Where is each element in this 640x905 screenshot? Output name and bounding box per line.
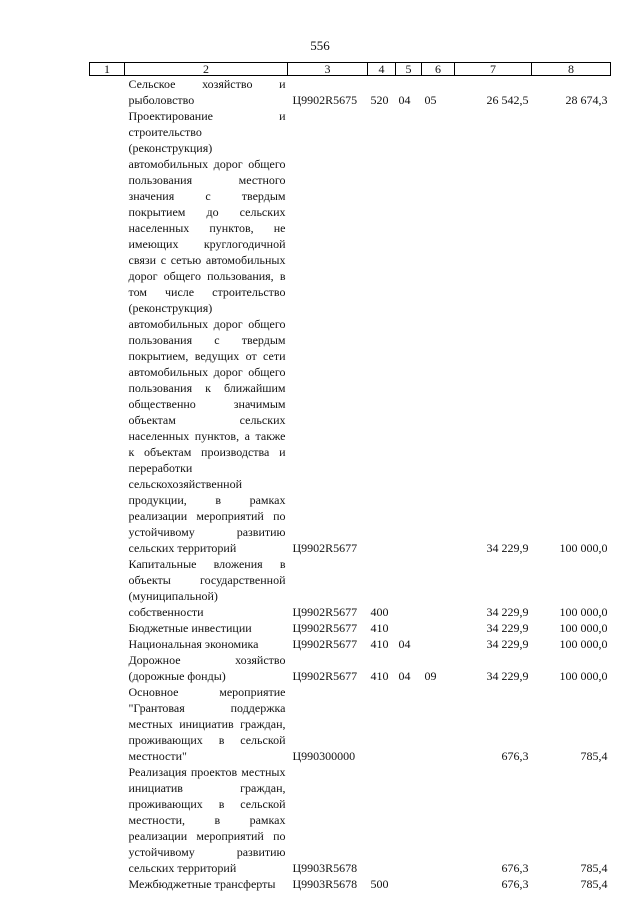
- row-value-7: 34 229,9: [486, 669, 529, 683]
- table-row: [90, 876, 611, 892]
- row-col6: 05: [424, 93, 437, 107]
- row-col4: 410: [370, 637, 389, 651]
- row-col4: 410: [370, 621, 389, 635]
- row-code: Ц9902R5675: [292, 93, 358, 107]
- row-value-8: 28 674,3: [565, 93, 608, 107]
- table-row: [90, 108, 611, 556]
- row-value-8: 785,4: [580, 861, 608, 875]
- row-value-7: 34 229,9: [486, 541, 529, 555]
- row-col5: [396, 876, 422, 892]
- table-body: [90, 76, 611, 893]
- row-name: Сельское хозяйство и рыболовство: [128, 77, 286, 107]
- table-row: [90, 76, 611, 109]
- row-col4: 410: [370, 669, 389, 683]
- row-code: Ц9903R5678: [292, 877, 358, 891]
- row-name: Основное мероприятие "Грантовая поддержка местных инициатив граждан, проживающих в сельской местности": [128, 685, 286, 763]
- row-value-7: 676,3: [501, 749, 529, 763]
- row-col6: [422, 876, 455, 892]
- row-col5: [396, 620, 422, 636]
- row-name: Проектирование и строительство (реконструкция) автомобильных дорог общего пользования местного значения с твердым покрытием до сельских населенных пунктов, не имеющих круглогодичной связи с сетью автомобильных дорог общего пользования, в том числе строительство (реконструкция) автомобильных дорог общего пользования с твердым покрытием, ведущих от сети автомобильных дорог общего пользования к ближайшим общественно значимым объектам сельских населенных пунктов, а также к объектам производства и переработки сельскохозяйственной продукции, в рамках реализации мероприятий по устойчивому развитию сельских территорий: [128, 109, 286, 555]
- table-row: [90, 636, 611, 652]
- row-col6: [422, 636, 455, 652]
- row-col5: [396, 684, 422, 764]
- row-col6: [422, 620, 455, 636]
- row-col4: [368, 108, 396, 556]
- row-value-8: 785,4: [580, 877, 608, 891]
- column-header: 1: [90, 63, 125, 76]
- column-header: 7: [455, 63, 532, 76]
- row-value-7: 34 229,9: [486, 621, 529, 635]
- row-col4: [368, 684, 396, 764]
- row-name: Капитальные вложения в объекты государственной (муниципальной) собственности: [128, 557, 286, 619]
- table-row: [90, 620, 611, 636]
- row-value-7: 676,3: [501, 861, 529, 875]
- row-value-7: 26 542,5: [486, 93, 529, 107]
- row-col4: 500: [370, 877, 389, 891]
- row-col4: 520: [370, 93, 389, 107]
- column-header: 2: [125, 63, 288, 76]
- row-value-8: 100 000,0: [559, 605, 608, 619]
- row-code: Ц990300000: [292, 749, 356, 763]
- table-row: [90, 652, 611, 684]
- row-col6: [422, 684, 455, 764]
- row-name: Национальная экономика: [128, 637, 259, 651]
- row-name: Бюджетные инвестиции: [128, 621, 252, 635]
- row-value-8: 100 000,0: [559, 541, 608, 555]
- row-name: Межбюджетные трансферты: [128, 877, 276, 891]
- row-value-8: 100 000,0: [559, 621, 608, 635]
- row-col5: [396, 556, 422, 620]
- row-name: Реализация проектов местных инициатив граждан, проживающих в сельской местности, в рамках реализации мероприятий по устойчивому развитию сельских территорий: [128, 765, 286, 875]
- table-header: [90, 63, 611, 76]
- row-col4: [368, 764, 396, 876]
- row-value-7: 34 229,9: [486, 605, 529, 619]
- row-value-8: 785,4: [580, 749, 608, 763]
- row-col5: [396, 108, 422, 556]
- page-number: 556: [310, 38, 330, 53]
- row-value-8: 100 000,0: [559, 637, 608, 651]
- table-row: [90, 684, 611, 764]
- row-col6: [422, 556, 455, 620]
- column-header: 4: [368, 63, 396, 76]
- row-col5: 04: [398, 637, 411, 651]
- column-header: 3: [288, 63, 368, 76]
- budget-table: [89, 62, 611, 892]
- row-code: Ц9903R5678: [292, 861, 358, 875]
- column-header: 5: [396, 63, 422, 76]
- row-col6: [422, 764, 455, 876]
- column-header: 8: [532, 63, 611, 76]
- row-code: Ц9902R5677: [292, 637, 358, 651]
- row-col5: 04: [398, 669, 411, 683]
- table-row: [90, 556, 611, 620]
- row-col6: [422, 108, 455, 556]
- row-col4: 400: [370, 605, 389, 619]
- row-code: Ц9902R5677: [292, 621, 358, 635]
- column-header: 6: [422, 63, 455, 76]
- row-col5: [396, 764, 422, 876]
- row-code: Ц9902R5677: [292, 669, 358, 683]
- row-col6: 09: [424, 669, 437, 683]
- row-value-8: 100 000,0: [559, 669, 608, 683]
- row-col5: 04: [398, 93, 411, 107]
- row-value-7: 34 229,9: [486, 637, 529, 651]
- row-value-7: 676,3: [501, 877, 529, 891]
- row-code: Ц9902R5677: [292, 541, 358, 555]
- row-code: Ц9902R5677: [292, 605, 358, 619]
- table-row: [90, 764, 611, 876]
- row-name: Дорожное хозяйство (дорожные фонды): [128, 653, 286, 683]
